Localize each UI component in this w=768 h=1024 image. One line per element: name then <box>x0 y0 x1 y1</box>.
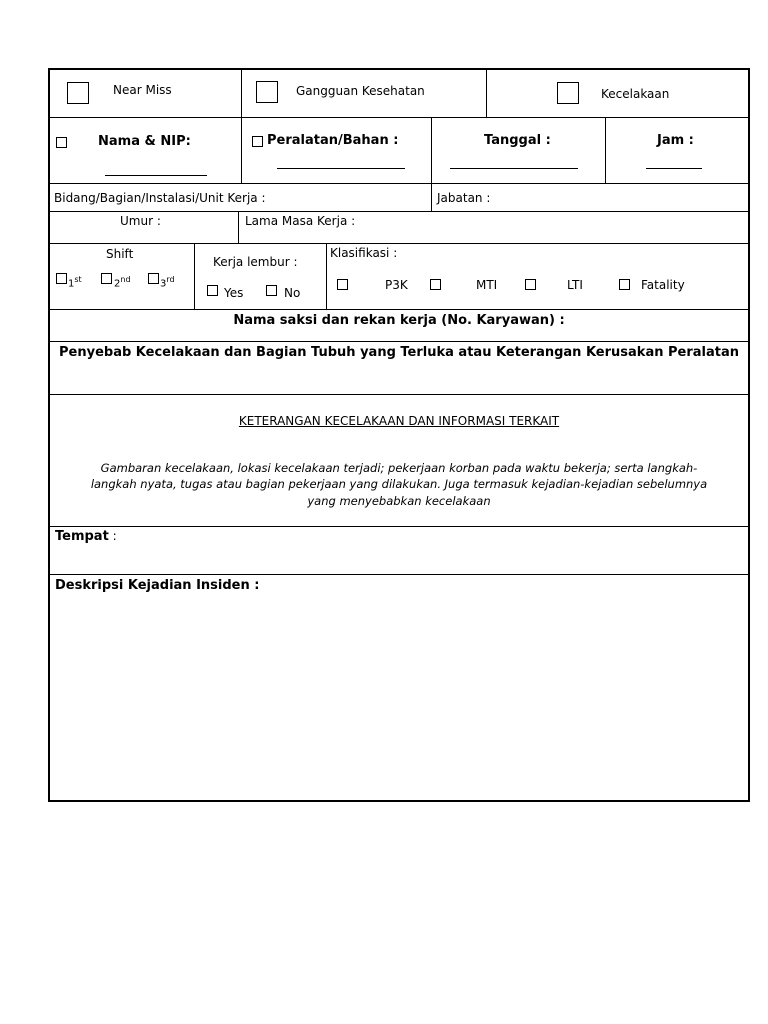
bidang-cell[interactable] <box>50 184 432 211</box>
nama-saksi-row[interactable] <box>50 310 748 342</box>
shift-3rd-suffix: rd <box>166 275 175 284</box>
shift-1st-suffix: st <box>74 275 82 284</box>
lti-label: LTI <box>567 278 583 292</box>
header-fields-row <box>50 118 748 184</box>
jam-underline[interactable] <box>646 168 702 169</box>
incident-report-form <box>48 68 750 802</box>
shift-3rd-checkbox[interactable] <box>148 273 159 284</box>
keterangan-title: KETERANGAN KECELAKAAN DAN INFORMASI TERKAIT <box>238 414 560 428</box>
keterangan-row <box>50 395 748 527</box>
klasifikasi-cell <box>327 244 748 309</box>
jam-label: Jam : <box>657 133 694 148</box>
lembur-yes-checkbox[interactable] <box>207 285 218 296</box>
shift-cell <box>50 244 195 309</box>
shift-2nd-label <box>114 275 131 289</box>
near-miss-label: Near Miss <box>113 83 172 97</box>
p3k-checkbox[interactable] <box>337 279 348 290</box>
shift-3rd-number: 3 <box>160 278 167 290</box>
kerja-lembur-label: Kerja lembur : <box>213 255 298 269</box>
umur-label: Umur : <box>120 214 161 228</box>
gangguan-kesehatan-cell <box>242 70 487 117</box>
keterangan-line-2: langkah nyata, tugas atau bagian pekerjaan yang dilakukan. Juga termasuk kejadian-kejadian sebelumnya <box>90 477 708 491</box>
gangguan-kesehatan-checkbox[interactable] <box>256 81 278 103</box>
kecelakaan-cell <box>487 70 748 117</box>
bidang-label: Bidang/Bagian/Instalasi/Unit Kerja : <box>54 191 266 205</box>
lti-checkbox[interactable] <box>525 279 536 290</box>
tempat-colon: : <box>108 529 117 543</box>
tanggal-underline[interactable] <box>450 168 578 169</box>
near-miss-checkbox[interactable] <box>67 82 89 104</box>
peralatan-underline[interactable] <box>277 168 405 169</box>
kecelakaan-checkbox[interactable] <box>557 82 579 104</box>
nama-nip-checkbox[interactable] <box>56 137 67 148</box>
lembur-no-checkbox[interactable] <box>266 285 277 296</box>
nama-nip-cell <box>50 118 242 183</box>
keterangan-line-3: yang menyebabkan kecelakaan <box>307 494 491 508</box>
gangguan-kesehatan-label: Gangguan Kesehatan <box>296 84 425 98</box>
tanggal-cell <box>432 118 606 183</box>
fatality-label: Fatality <box>641 278 685 292</box>
nama-nip-label: Nama & NIP: <box>98 134 191 149</box>
lama-masa-kerja-cell[interactable] <box>239 212 748 243</box>
mti-label: MTI <box>476 278 498 292</box>
nama-nip-underline[interactable] <box>105 175 207 176</box>
deskripsi-row[interactable] <box>50 575 748 800</box>
shift-2nd-checkbox[interactable] <box>101 273 112 284</box>
peralatan-checkbox[interactable] <box>252 136 263 147</box>
kerja-lembur-cell <box>195 244 327 309</box>
tempat-label <box>55 529 117 544</box>
mti-checkbox[interactable] <box>430 279 441 290</box>
lembur-yes-label: Yes <box>224 286 244 300</box>
tanggal-label: Tanggal : <box>484 133 551 148</box>
klasifikasi-label: Klasifikasi : <box>330 246 398 260</box>
incident-type-row <box>50 70 748 118</box>
shift-2nd-number: 2 <box>114 278 121 290</box>
fatality-checkbox[interactable] <box>619 279 630 290</box>
nama-saksi-label: Nama saksi dan rekan kerja (No. Karyawan) : <box>233 313 565 328</box>
shift-2nd-suffix: nd <box>120 275 131 284</box>
tempat-label-bold: Tempat <box>55 529 109 544</box>
umur-row <box>50 212 748 244</box>
bidang-row <box>50 184 748 212</box>
deskripsi-label: Deskripsi Kejadian Insiden : <box>55 578 260 593</box>
shift-1st-label <box>68 275 82 289</box>
jam-cell <box>606 118 748 183</box>
shift-1st-checkbox[interactable] <box>56 273 67 284</box>
keterangan-line-1: Gambaran kecelakaan, lokasi kecelakaan terjadi; pekerjaan korban pada waktu bekerja; serta langkah- <box>100 461 698 475</box>
lembur-no-label: No <box>284 286 301 300</box>
shift-row <box>50 244 748 310</box>
umur-cell[interactable] <box>50 212 239 243</box>
shift-3rd-label <box>160 275 175 289</box>
jabatan-cell[interactable] <box>432 184 748 211</box>
penyebab-label: Penyebab Kecelakaan dan Bagian Tubuh yang Terluka atau Keterangan Kerusakan Peralatan <box>59 345 739 360</box>
tempat-row[interactable] <box>50 527 748 575</box>
kecelakaan-label: Kecelakaan <box>601 87 670 101</box>
shift-label: Shift <box>106 247 134 261</box>
lama-masa-kerja-label: Lama Masa Kerja : <box>245 214 356 228</box>
jabatan-label: Jabatan : <box>437 191 491 205</box>
penyebab-row[interactable] <box>50 342 748 395</box>
peralatan-label: Peralatan/Bahan : <box>267 133 399 148</box>
shift-1st-number: 1 <box>68 278 75 290</box>
near-miss-cell <box>50 70 242 117</box>
p3k-label: P3K <box>385 278 408 292</box>
peralatan-cell <box>242 118 432 183</box>
